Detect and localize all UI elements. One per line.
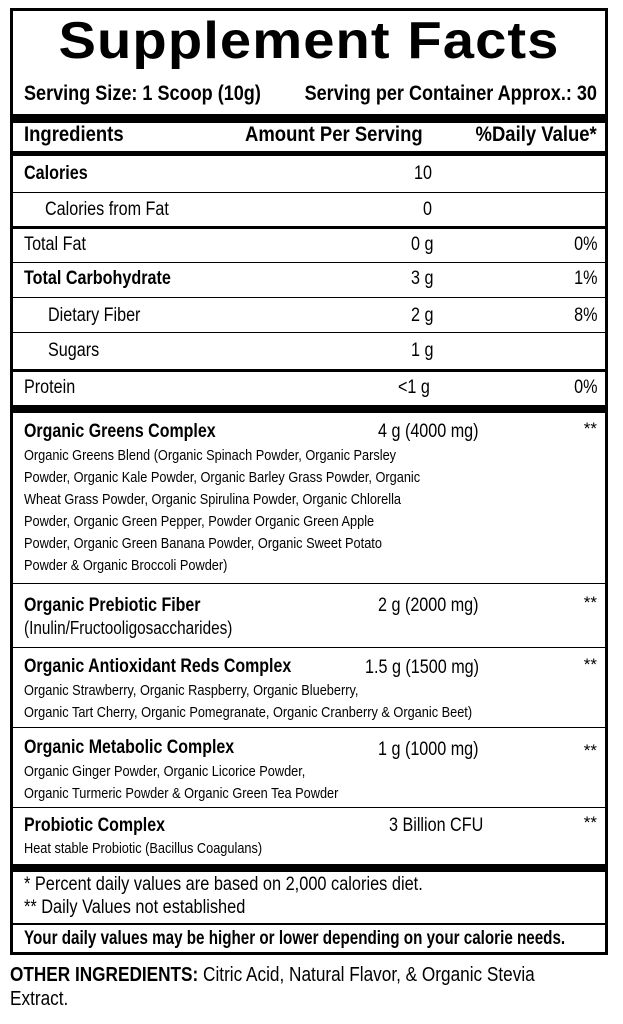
blend-daily-value: ** [583, 593, 597, 612]
nutrient-amount: 2 g [411, 305, 434, 326]
blend-amount: 1.5 g (1500 mg) [365, 657, 480, 678]
servings-per-container: Serving per Container Approx.: 30 [304, 82, 597, 105]
nutrient-amount: 0 [423, 199, 432, 220]
row-divider [13, 192, 605, 193]
blend-ingredient-line: Powder, Organic Green Banana Powder, Organic Sweet Potato [24, 535, 382, 552]
nutrient-daily-value: 0% [573, 377, 597, 398]
supplement-facts-panel [10, 8, 608, 955]
row-divider [13, 923, 605, 925]
nutrient-label-total-carbohydrate: Total Carbohydrate [24, 268, 171, 289]
blend-amount: 2 g (2000 mg) [378, 595, 479, 616]
nutrient-daily-value: 8% [573, 305, 597, 326]
column-daily-value: %Daily Value* [475, 123, 597, 146]
thick-divider [13, 114, 605, 123]
row-divider [13, 369, 605, 372]
thick-divider [13, 151, 605, 156]
nutrient-label-calories-from-fat: Calories from Fat [45, 199, 169, 220]
blend-daily-value: ** [583, 741, 597, 760]
blend-ingredient-line: (Inulin/Fructooligosaccharides) [24, 618, 233, 638]
nutrient-amount: 0 g [411, 234, 434, 255]
column-ingredients: Ingredients [24, 123, 124, 146]
row-divider [13, 727, 605, 728]
blend-ingredient-line: Organic Strawberry, Organic Raspberry, Organic Blueberry, [24, 682, 359, 699]
nutrient-amount: 1 g [411, 340, 434, 361]
panel-title: Supplement Facts [58, 12, 560, 70]
nutrient-daily-value: 1% [573, 268, 597, 289]
footnote-percent: * Percent daily values are based on 2,000 calories diet. [24, 874, 423, 895]
blend-amount: 3 Billion CFU [389, 815, 484, 836]
other-ingredients-text: Citric Acid, Natural Flavor, & Organic Stevia [203, 964, 535, 986]
blend-amount: 1 g (1000 mg) [378, 739, 479, 760]
other-ingredients-text-continued: Extract. [10, 988, 69, 1010]
other-ingredients-label: OTHER INGREDIENTS: [10, 964, 199, 986]
blend-name: Organic Antioxidant Reds Complex [24, 656, 292, 677]
blend-name: Organic Prebiotic Fiber [24, 595, 201, 616]
blend-ingredient-line: Heat stable Probiotic (Bacillus Coagulans) [24, 840, 263, 857]
blend-name: Organic Greens Complex [24, 421, 216, 442]
row-divider [13, 297, 605, 298]
nutrient-label-protein: Protein [24, 377, 76, 398]
nutrient-daily-value: 0% [573, 234, 597, 255]
blend-name: Organic Metabolic Complex [24, 737, 235, 758]
blend-daily-value: ** [583, 419, 597, 438]
nutrient-label-sugars: Sugars [48, 340, 100, 361]
nutrient-amount: 10 [414, 163, 432, 184]
thick-divider [13, 864, 605, 872]
column-amount: Amount Per Serving [245, 123, 423, 146]
row-divider [13, 226, 605, 229]
blend-ingredient-line: Powder & Organic Broccoli Powder) [24, 557, 228, 574]
row-divider [13, 583, 605, 584]
other-ingredients [10, 963, 600, 1011]
blend-amount: 4 g (4000 mg) [378, 421, 479, 442]
row-divider [13, 262, 605, 263]
nutrient-label-calories: Calories [24, 163, 88, 184]
serving-size: Serving Size: 1 Scoop (10g) [24, 82, 261, 105]
nutrient-amount: <1 g [398, 377, 430, 398]
blend-daily-value: ** [583, 655, 597, 674]
row-divider [13, 807, 605, 808]
thick-divider [13, 405, 605, 413]
row-divider [13, 332, 605, 333]
blend-daily-value: ** [583, 813, 597, 832]
row-divider [13, 647, 605, 648]
blend-ingredient-line: Powder, Organic Kale Powder, Organic Barley Grass Powder, Organic [24, 469, 421, 486]
blend-ingredient-line: Organic Greens Blend (Organic Spinach Powder, Organic Parsley [24, 447, 397, 464]
blend-ingredient-line: Organic Turmeric Powder & Organic Green Tea Powder [24, 785, 339, 802]
blend-ingredient-line: Organic Ginger Powder, Organic Licorice Powder, [24, 763, 306, 780]
footnote-calorie-needs: Your daily values may be higher or lower depending on your calorie needs. [24, 928, 566, 949]
blend-ingredient-line: Wheat Grass Powder, Organic Spirulina Powder, Organic Chlorella [24, 491, 402, 508]
nutrient-amount: 3 g [411, 268, 434, 289]
nutrient-label-dietary-fiber: Dietary Fiber [48, 305, 141, 326]
blend-ingredient-line: Organic Tart Cherry, Organic Pomegranate, Organic Cranberry & Organic Beet) [24, 704, 473, 721]
nutrient-label-total-fat: Total Fat [24, 234, 86, 255]
blend-name: Probiotic Complex [24, 815, 166, 836]
blend-ingredient-line: Powder, Organic Green Pepper, Powder Organic Green Apple [24, 513, 375, 530]
footnote-not-established: ** Daily Values not established [24, 897, 246, 918]
